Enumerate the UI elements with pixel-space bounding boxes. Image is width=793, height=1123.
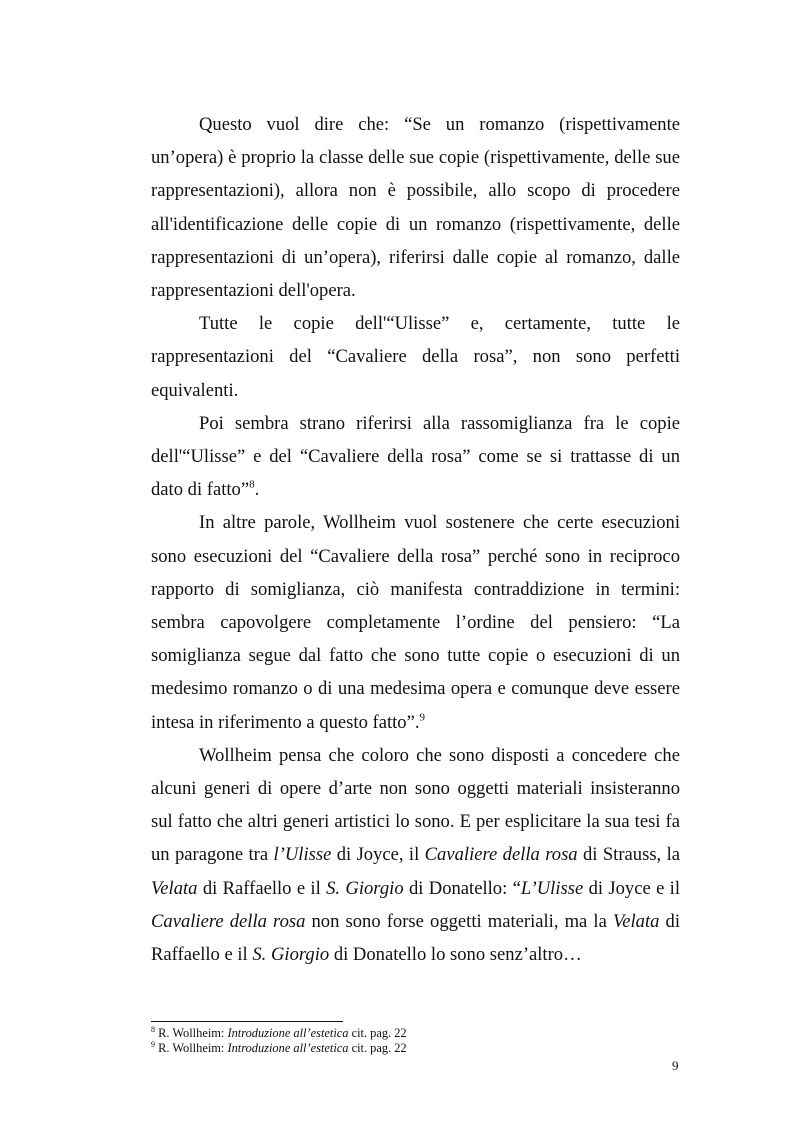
paragraph [151, 407, 680, 507]
italic-title: Velata [612, 910, 660, 932]
footnote-8 [151, 1026, 680, 1041]
text-run: di Strauss, la [577, 844, 681, 866]
text-run: non sono forse oggetti materiali, ma la [305, 910, 613, 932]
footnote-author: R. Wollheim: [158, 1026, 228, 1040]
footnote-marker: 8 [151, 1025, 155, 1035]
footnote-reference: 8 [249, 478, 255, 491]
footnote-citation: cit. pag. 22 [348, 1041, 407, 1055]
italic-title: S. Giorgio [326, 877, 404, 899]
italic-title: S. Giorgio [252, 944, 330, 966]
text-run: di Raffaello e il [197, 877, 327, 899]
text-run: di Donatello lo sono senz’altro… [329, 944, 582, 966]
text-run: di Joyce, il [331, 844, 425, 866]
italic-title: L’Ulisse [520, 877, 584, 899]
body-text [151, 108, 680, 971]
italic-title: Cavaliere della rosa [151, 910, 306, 932]
footnote-marker: 9 [151, 1040, 155, 1050]
text-run: di Joyce e il [583, 877, 680, 899]
footnote-title: Introduzione all’estetica [227, 1026, 349, 1040]
footnote-citation: cit. pag. 22 [348, 1026, 407, 1040]
footnote-9 [151, 1041, 680, 1056]
page-number: 9 [672, 1058, 679, 1073]
footnote-author: R. Wollheim: [158, 1041, 228, 1055]
text-run: In altre parole, Wollheim vuol sostenere che certe esecuzioni sono esecuzioni del “Cavaliere della rosa” perché sono in reciproco rapporto di somiglianza, ciò manifesta contraddizione in termini: sembra capovolgere completamente l’ordine del pensiero: “La somiglianza segue dal fatto che sono tutte copie o esecuzioni di un medesimo romanzo o di una medesima opera e comunque deve essere intesa in riferimento a questo fatto”. [151, 512, 680, 733]
text-run: Wollheim pensa che coloro che sono disposti a concedere che alcuni generi di opere d’arte non sono oggetti materiali insisteranno sul fatto che altri generi artistici lo sono. E per esplicitare la sua tesi fa un paragone tra [151, 744, 680, 866]
footnote-reference: 9 [419, 710, 425, 723]
footnote-title: Introduzione all’estetica [227, 1041, 349, 1055]
text-run: . [254, 479, 260, 501]
paragraph [151, 506, 680, 738]
text-run: Questo vuol dire che: “Se un romanzo (rispettivamente un’opera) è proprio la classe delle sue copie (rispettivamente, delle sue rappresentazioni), allora non è possibile, allo scopo di procedere all'identificazione delle copie di un romanzo (rispettivamente, delle rappresentazioni di un’opera), riferirsi dalle copie al romanzo, dalle rappresentazioni dell'opera. [151, 114, 680, 302]
italic-title: l’Ulisse [273, 844, 332, 866]
text-run: Tutte le copie dell'“Ulisse” e, certamente, tutte le rappresentazioni del “Cavaliere della rosa”, non sono perfetti equivalenti. [151, 313, 680, 401]
text-run: Poi sembra strano riferirsi alla rassomiglianza fra le copie dell'“Ulisse” e del “Cavaliere della rosa” come se si trattasse di un dato di fatto” [151, 412, 680, 501]
paragraph [151, 108, 680, 307]
paragraph [151, 739, 680, 971]
text-run: di Raffaello e il [151, 910, 681, 966]
italic-title: Cavaliere della rosa [424, 844, 578, 866]
footnotes [151, 1026, 680, 1056]
text-run: di Donatello: “ [403, 877, 521, 899]
footnote-separator [151, 1021, 343, 1022]
paragraph [151, 307, 680, 407]
italic-title: Velata [151, 877, 198, 899]
